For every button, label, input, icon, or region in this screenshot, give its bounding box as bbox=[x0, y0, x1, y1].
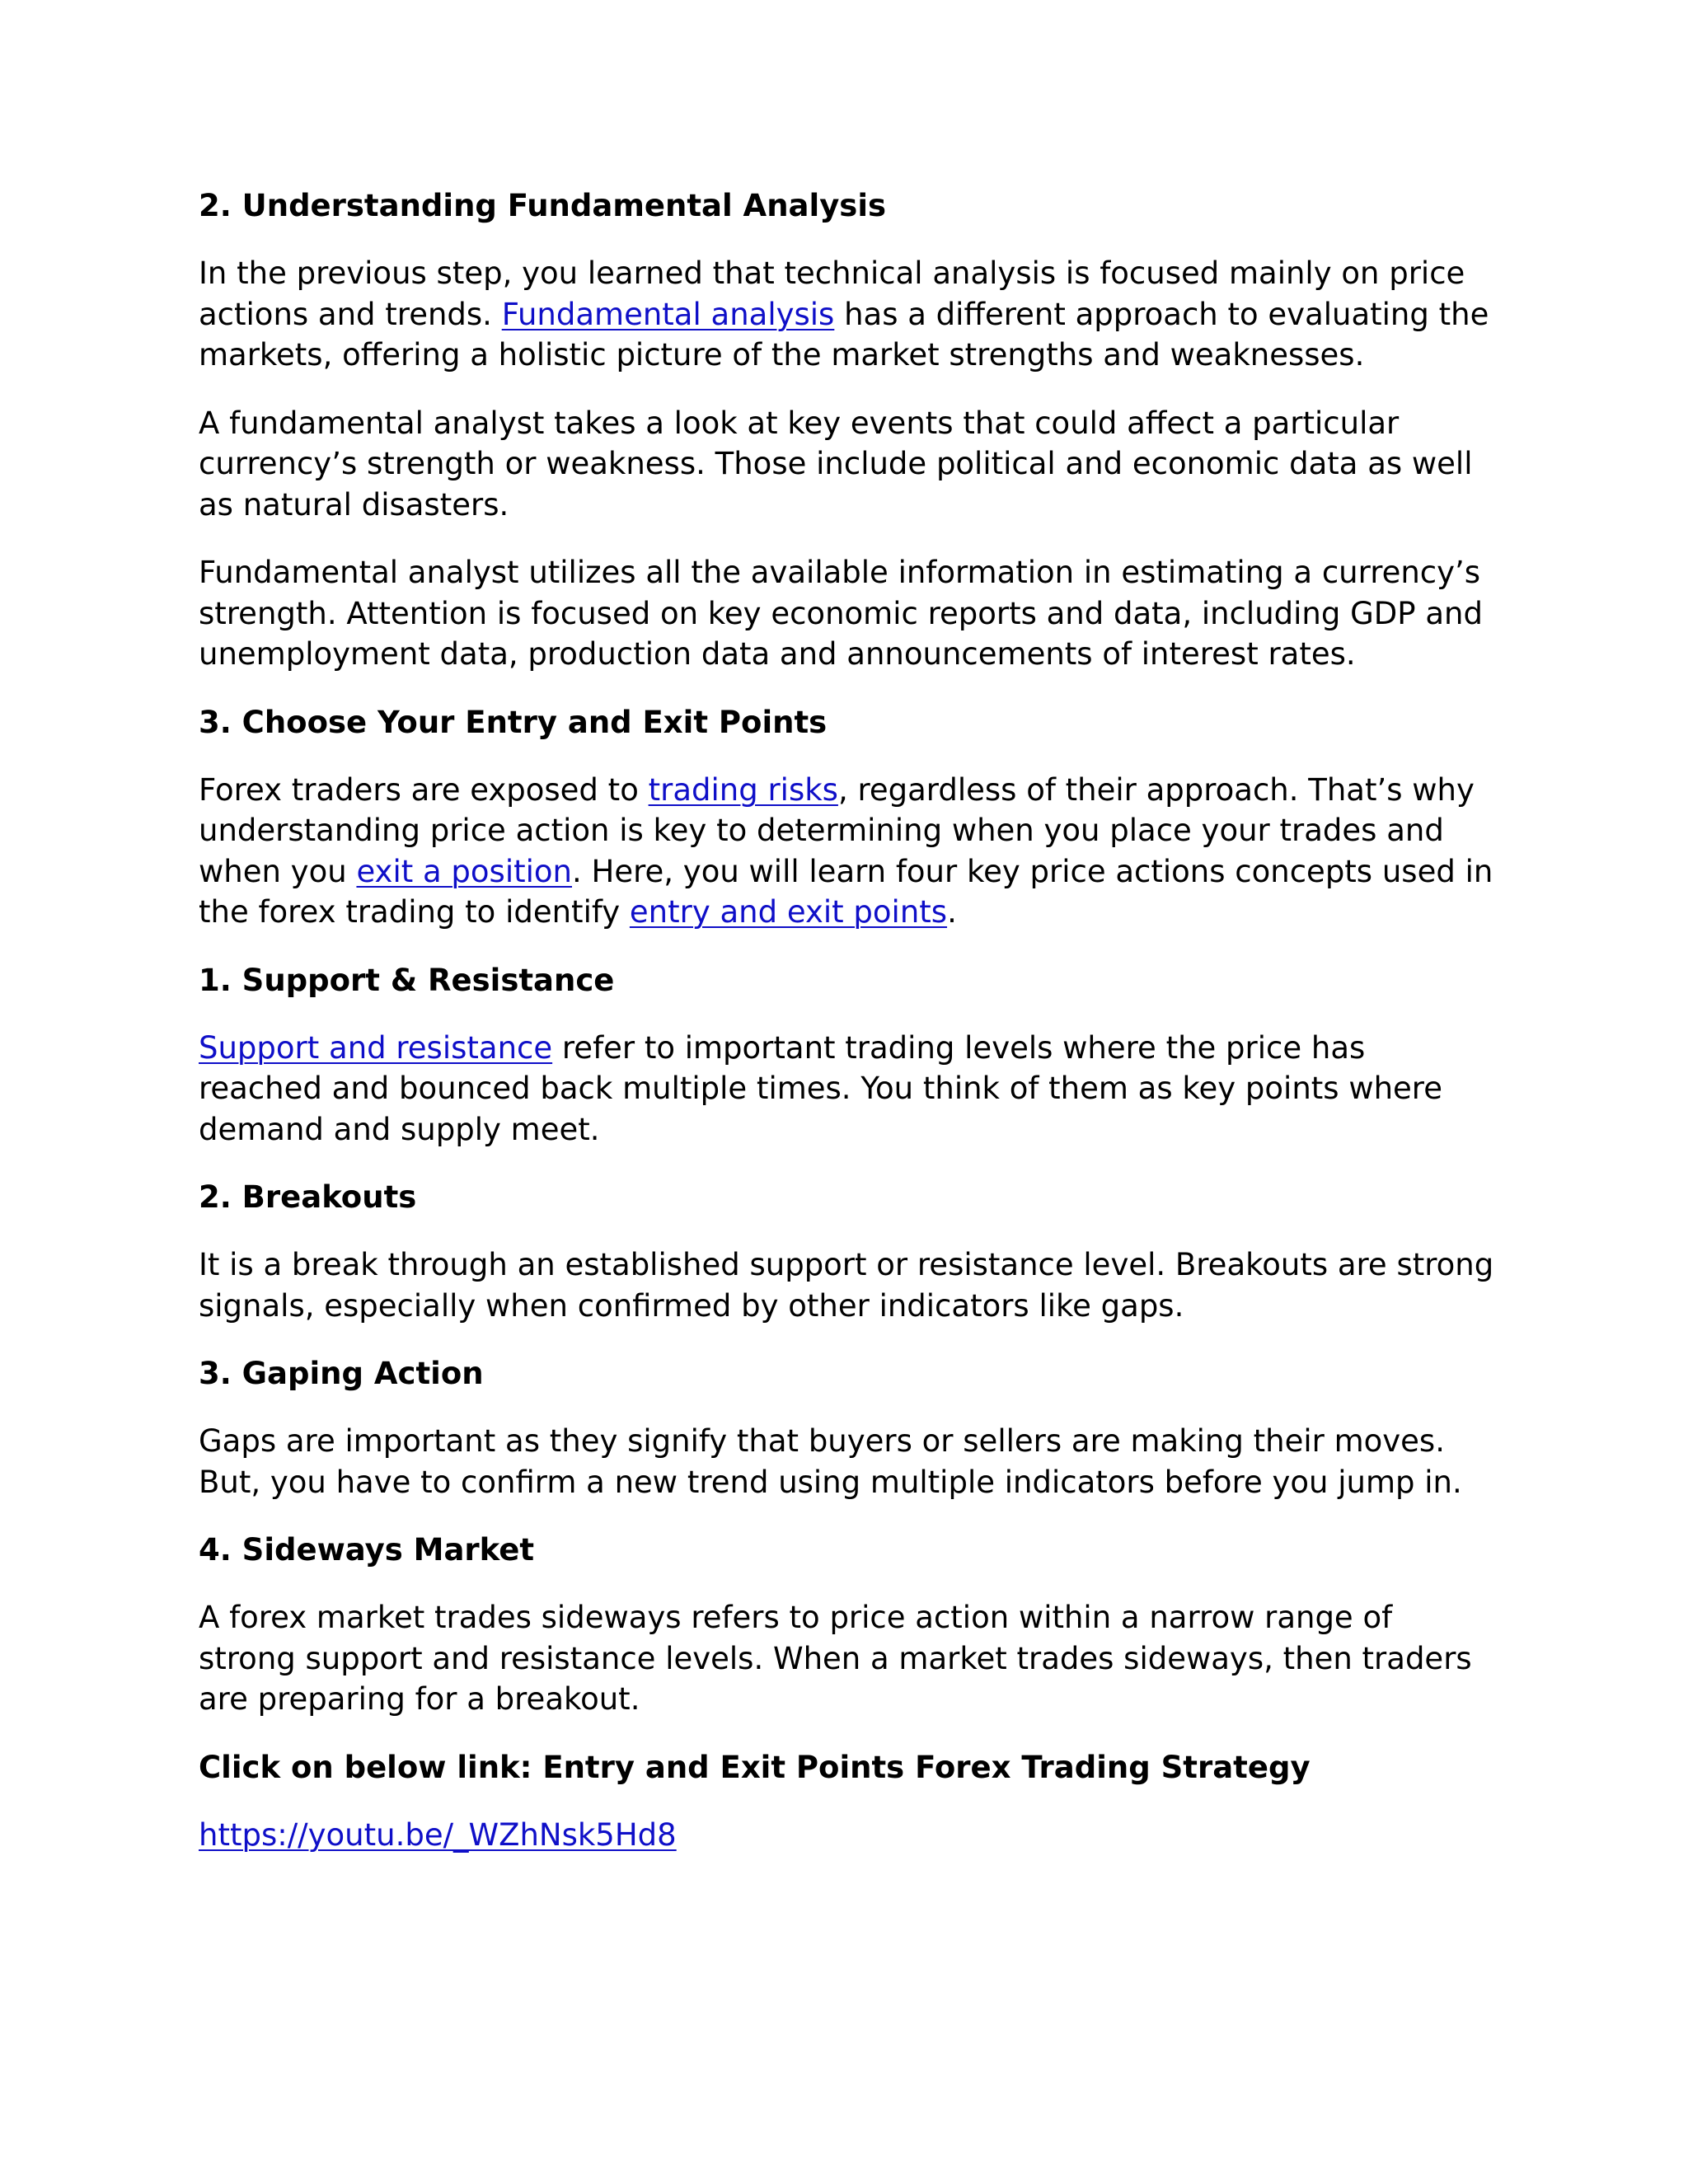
text-span: has a different approach to evaluating the bbox=[834, 296, 1489, 332]
text-line: markets, offering a holistic picture of the market strengths and weaknesses. bbox=[199, 337, 1365, 373]
text-line: A forex market trades sideways refers to price action within a narrow range of bbox=[199, 1600, 1393, 1635]
link-exit-a-position[interactable]: exit a position bbox=[356, 853, 572, 889]
text-line: strong support and resistance levels. When a market trades sideways, then traders bbox=[199, 1640, 1472, 1676]
heading-click-below-link: Click on below link: Entry and Exit Points Forex Trading Strategy bbox=[199, 1749, 1311, 1785]
text-line: signals, especially when confirmed by other indicators like gaps. bbox=[199, 1287, 1184, 1324]
text-line: reached and bounced back multiple times. You think of them as key points where bbox=[199, 1071, 1442, 1106]
heading-fundamental-analysis: 2. Understanding Fundamental Analysis bbox=[199, 188, 887, 223]
text-line bbox=[199, 770, 1517, 811]
link-fundamental-analysis[interactable]: Fundamental analysis bbox=[501, 296, 835, 332]
paragraph-trading-risks bbox=[199, 770, 1517, 933]
link-youtube-video[interactable]: https://youtu.be/_WZhNsk5Hd8 bbox=[199, 1816, 677, 1853]
paragraph-video-link bbox=[199, 1815, 1517, 1856]
paragraph-fundamental-information bbox=[199, 552, 1517, 675]
text-span: . Here, you will learn four key price actions concepts used in bbox=[572, 853, 1493, 889]
heading-entry-exit-points: 3. Choose Your Entry and Exit Points bbox=[199, 704, 828, 740]
text-line: Fundamental analyst utilizes all the available information in estimating a currency’s bbox=[199, 555, 1481, 590]
paragraph-fundamental-intro bbox=[199, 253, 1517, 376]
text-line bbox=[199, 892, 1517, 933]
text-span: , regardless of their approach. That’s why bbox=[837, 771, 1475, 808]
text-span: when you bbox=[199, 853, 357, 889]
text-line: as natural disasters. bbox=[199, 486, 509, 523]
text-line: strength. Attention is focused on key economic reports and data, including GDP and bbox=[199, 595, 1483, 631]
text-line: currency’s strength or weakness. Those include political and economic data as well bbox=[199, 446, 1473, 481]
text-span: refer to important trading levels where the price has bbox=[552, 1029, 1366, 1066]
paragraph-gaping-action bbox=[199, 1421, 1517, 1502]
text-line: unemployment data, production data and announcements of interest rates. bbox=[199, 636, 1356, 672]
text-span: Forex traders are exposed to bbox=[199, 771, 649, 808]
document-page bbox=[199, 185, 1517, 1882]
text-line: But, you have to confirm a new trend using multiple indicators before you jump in. bbox=[199, 1464, 1462, 1500]
link-trading-risks[interactable]: trading risks bbox=[648, 771, 838, 808]
text-line bbox=[199, 294, 1517, 335]
paragraph-sideways-market bbox=[199, 1597, 1517, 1720]
text-span: actions and trends. bbox=[199, 296, 502, 332]
text-line: A fundamental analyst takes a look at key events that could affect a particular bbox=[199, 405, 1400, 441]
text-line: In the previous step, you learned that technical analysis is focused mainly on price bbox=[199, 255, 1465, 291]
text-span: the forex trading to identify bbox=[199, 894, 630, 930]
text-span: . bbox=[947, 894, 957, 930]
heading-gaping-action: 3. Gaping Action bbox=[199, 1356, 484, 1391]
text-line: are preparing for a breakout. bbox=[199, 1681, 640, 1717]
text-line bbox=[199, 851, 1517, 893]
heading-support-resistance: 1. Support & Resistance bbox=[199, 962, 615, 998]
paragraph-fundamental-analyst bbox=[199, 403, 1517, 526]
paragraph-breakouts bbox=[199, 1244, 1517, 1326]
text-line: Gaps are important as they signify that buyers or sellers are making their moves. bbox=[199, 1423, 1445, 1459]
paragraph-support-resistance bbox=[199, 1028, 1517, 1151]
text-line: It is a break through an established support or resistance level. Breakouts are strong bbox=[199, 1247, 1494, 1282]
text-line bbox=[199, 1028, 1517, 1069]
link-support-and-resistance[interactable]: Support and resistance bbox=[199, 1029, 553, 1066]
text-line: understanding price action is key to determining when you place your trades and bbox=[199, 813, 1444, 848]
heading-breakouts: 2. Breakouts bbox=[199, 1179, 417, 1215]
link-entry-and-exit-points[interactable]: entry and exit points bbox=[629, 894, 948, 930]
text-line: demand and supply meet. bbox=[199, 1111, 600, 1147]
heading-sideways-market: 4. Sideways Market bbox=[199, 1532, 535, 1568]
